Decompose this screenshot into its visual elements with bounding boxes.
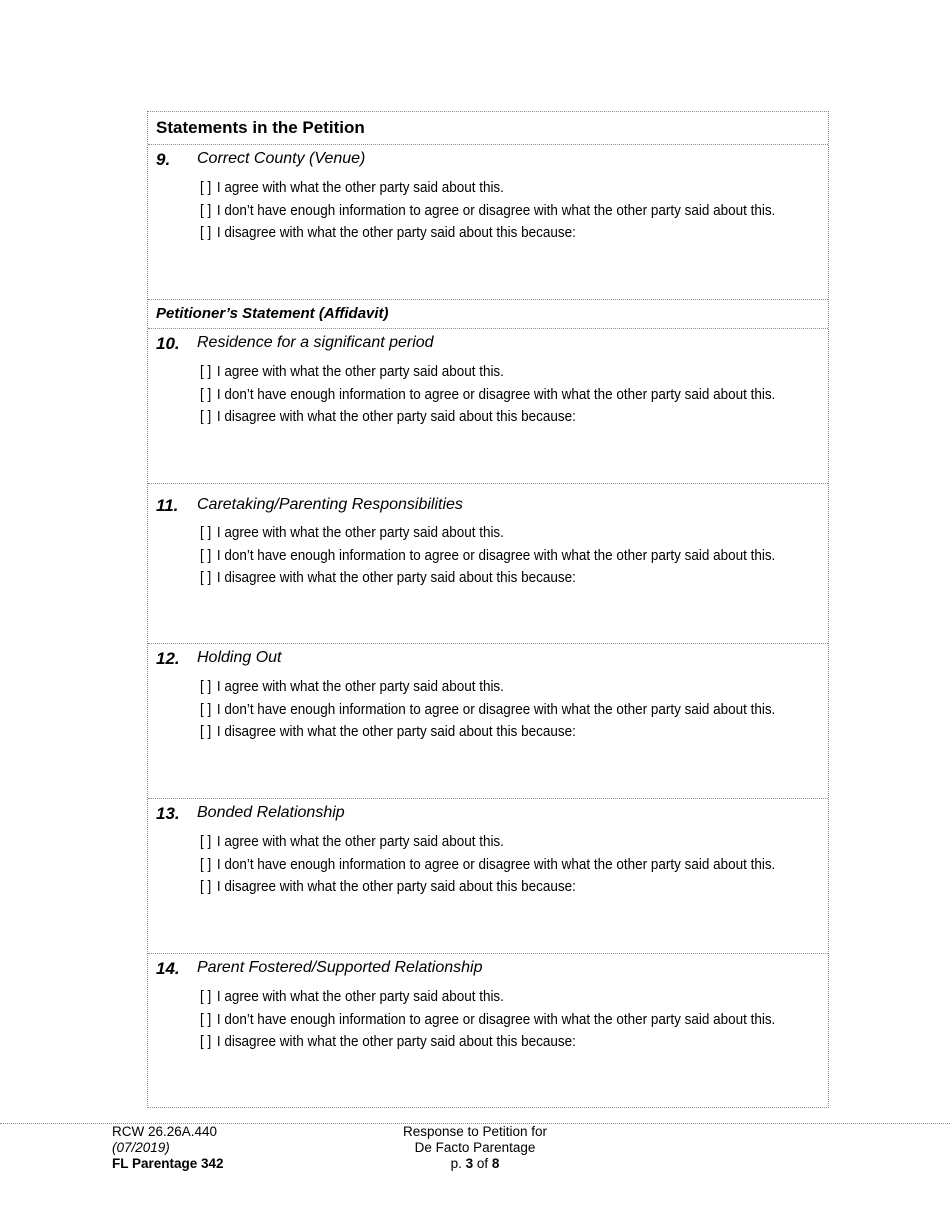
section-number: 12. (156, 649, 180, 668)
option-disagree (200, 406, 775, 429)
option-label: I don’t have enough information to agree or disagree with what the other party said about this. (216, 701, 776, 718)
section-number: 13. (156, 804, 180, 823)
option-disagree (200, 567, 775, 590)
checkbox[interactable]: [ ] (200, 679, 212, 695)
option-disagree (200, 721, 775, 744)
statement-section-13 (148, 799, 828, 954)
option-label: I agree with what the other party said about this. (216, 180, 504, 196)
footer-title-line1: Response to Petition for (402, 1124, 548, 1139)
statement-section-14 (148, 954, 828, 1108)
option-label: I don’t have enough information to agree or disagree with what the other party said about this. (216, 386, 776, 403)
footer-form-info (112, 1124, 224, 1172)
option-agree (200, 676, 775, 699)
checkbox[interactable]: [ ] (200, 386, 212, 403)
section-number: 14. (156, 959, 180, 978)
section-title: Correct County (Venue) (197, 150, 366, 167)
section-number: 11. (156, 496, 179, 515)
checkbox[interactable]: [ ] (200, 525, 212, 541)
option-label: I agree with what the other party said about this. (216, 364, 504, 380)
section-title: Bonded Relationship (197, 804, 345, 821)
response-options (200, 177, 819, 245)
checkbox[interactable]: [ ] (200, 180, 212, 196)
option-agree (200, 522, 775, 545)
option-label: I disagree with what the other party said about this because: (216, 409, 576, 425)
option-label: I don’t have enough information to agree or disagree with what the other party said about this. (216, 547, 776, 564)
option-label: I disagree with what the other party said about this because: (216, 1034, 576, 1050)
footer-rcw: RCW 26.26A.440 (112, 1124, 218, 1139)
option-agree (200, 361, 775, 384)
checkbox[interactable]: [ ] (200, 202, 212, 219)
section-number: 9. (156, 150, 171, 169)
statement-section-11 (148, 484, 828, 644)
option-agree (200, 986, 775, 1009)
page-prefix: p. (450, 1156, 462, 1171)
option-not-enough-info (200, 699, 775, 722)
petition-statements-form (147, 111, 829, 1108)
option-label: I agree with what the other party said about this. (216, 834, 504, 850)
statement-section-9 (148, 145, 828, 299)
option-label: I don’t have enough information to agree or disagree with what the other party said about this. (216, 856, 776, 873)
option-disagree (200, 1031, 775, 1054)
footer-doc-title (375, 1124, 575, 1172)
option-label: I disagree with what the other party said about this because: (216, 879, 576, 895)
response-options (200, 831, 819, 899)
response-options (200, 361, 819, 429)
option-not-enough-info (200, 200, 775, 223)
option-agree (200, 177, 775, 200)
option-label: I disagree with what the other party said about this because: (216, 570, 576, 586)
footer-date: (07/2019) (112, 1140, 170, 1155)
option-agree (200, 831, 775, 854)
checkbox[interactable]: [ ] (200, 834, 212, 850)
option-label: I disagree with what the other party said about this because: (216, 225, 576, 241)
checkbox[interactable]: [ ] (200, 856, 212, 873)
option-label: I don’t have enough information to agree or disagree with what the other party said about this. (216, 1011, 776, 1028)
option-label: I agree with what the other party said about this. (216, 679, 504, 695)
section-title: Residence for a significant period (197, 334, 434, 351)
checkbox[interactable]: [ ] (200, 724, 212, 740)
section-title: Holding Out (197, 649, 282, 666)
option-not-enough-info (200, 384, 775, 407)
checkbox[interactable]: [ ] (200, 570, 212, 586)
response-options (200, 676, 819, 744)
section-number: 10. (156, 334, 180, 353)
option-disagree (200, 876, 775, 899)
checkbox[interactable]: [ ] (200, 225, 212, 241)
option-not-enough-info (200, 1009, 775, 1032)
option-label: I disagree with what the other party said about this because: (216, 724, 576, 740)
option-disagree (200, 222, 775, 245)
response-options (200, 986, 819, 1054)
page-number (375, 1156, 575, 1172)
statement-section-10 (148, 329, 828, 484)
section-header: Statements in the Petition (148, 112, 828, 145)
checkbox[interactable]: [ ] (200, 1034, 212, 1050)
checkbox[interactable]: [ ] (200, 547, 212, 564)
page-of: of (476, 1156, 489, 1171)
checkbox[interactable]: [ ] (200, 989, 212, 1005)
section-title: Caretaking/Parenting Responsibilities (197, 496, 463, 513)
checkbox[interactable]: [ ] (200, 409, 212, 425)
option-label: I agree with what the other party said about this. (216, 989, 504, 1005)
option-label: I don’t have enough information to agree or disagree with what the other party said about this. (216, 202, 776, 219)
option-not-enough-info (200, 545, 775, 568)
footer-form-id: FL Parentage 342 (112, 1156, 224, 1171)
checkbox[interactable]: [ ] (200, 1011, 212, 1028)
checkbox[interactable]: [ ] (200, 879, 212, 895)
affidavit-subheader: Petitioner’s Statement (Affidavit) (148, 299, 828, 329)
response-options (200, 522, 819, 590)
section-title: Parent Fostered/Supported Relationship (197, 959, 483, 976)
statement-section-12 (148, 644, 828, 799)
checkbox[interactable]: [ ] (200, 364, 212, 380)
footer-title-line2: De Facto Parentage (414, 1140, 536, 1155)
page-total: 8 (491, 1156, 500, 1171)
option-label: I agree with what the other party said about this. (216, 525, 504, 541)
option-not-enough-info (200, 854, 775, 877)
page-current: 3 (465, 1156, 474, 1171)
checkbox[interactable]: [ ] (200, 701, 212, 718)
